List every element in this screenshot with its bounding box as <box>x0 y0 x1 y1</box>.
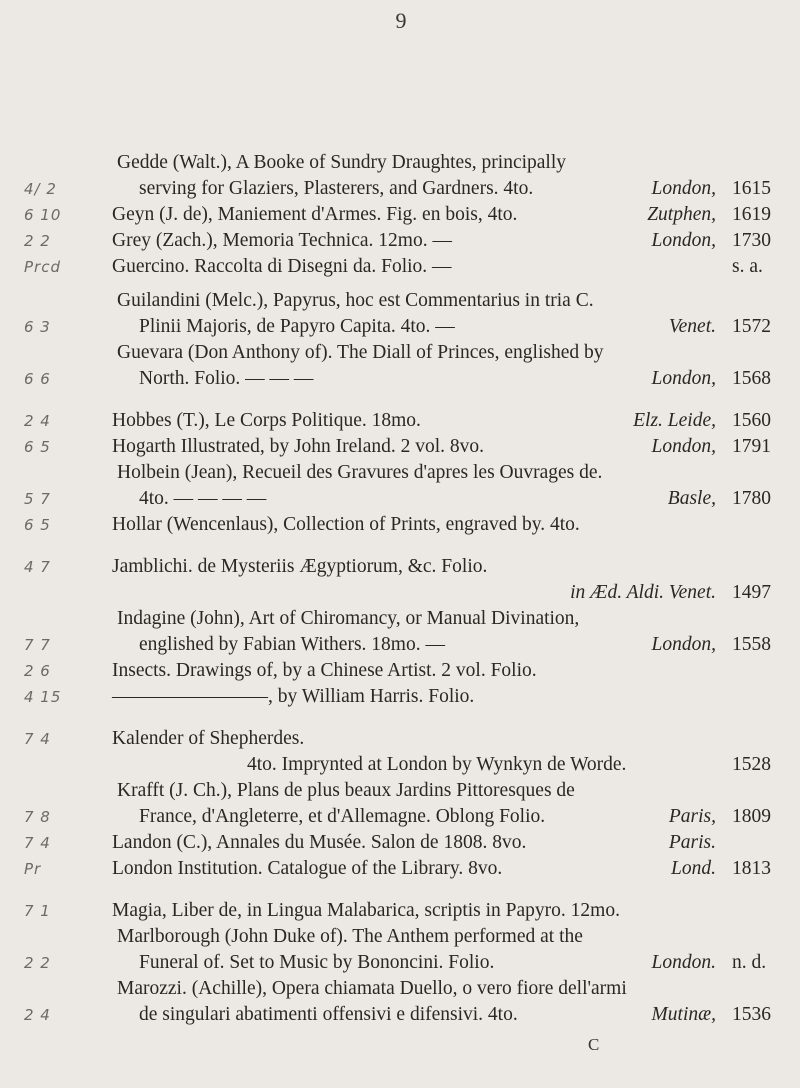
entry-text: Geyn (J. de), Maniement d'Armes. Fig. en bois, 4to. <box>112 204 518 225</box>
margin-price-note: 6 5 <box>24 438 51 456</box>
catalogue-entry <box>0 580 800 606</box>
entry-text: ————————, by William Harris. Folio. <box>112 686 475 707</box>
catalogue-entry <box>0 726 800 752</box>
entry-place: London. <box>651 952 716 973</box>
entry-year: n. d. <box>732 952 767 973</box>
margin-price-note: 6 3 <box>24 318 51 336</box>
entry-place: Zutphen, <box>647 204 716 225</box>
entry-place: London, <box>651 436 716 457</box>
entry-text: Gedde (Walt.), A Booke of Sundry Draughtes, principally <box>117 152 567 173</box>
entry-place: London, <box>651 368 716 389</box>
catalogue-entry <box>0 512 800 538</box>
catalogue-entry <box>0 150 800 176</box>
entry-text: de singulari abatimenti offensivi e difensivi. 4to. <box>139 1004 518 1025</box>
entry-year: 1560 <box>732 410 771 431</box>
catalogue-entry <box>0 658 800 684</box>
entry-place: London, <box>651 178 716 199</box>
catalogue-entry <box>0 632 800 658</box>
entry-place: Basle, <box>667 488 716 509</box>
catalogue-entry <box>0 408 800 434</box>
entry-year: 1813 <box>732 858 771 879</box>
entry-year: 1615 <box>732 178 771 199</box>
entry-text: Funeral of. Set to Music by Bononcini. Folio. <box>139 952 495 973</box>
entry-year: 1568 <box>732 368 771 389</box>
entry-text: 4to. Imprynted at London by Wynkyn de Worde. <box>247 754 627 775</box>
margin-price-note: 2 2 <box>24 954 51 972</box>
entry-text: Hobbes (T.), Le Corps Politique. 18mo. <box>112 410 421 431</box>
catalogue-entry <box>0 460 800 486</box>
margin-price-note: 2 4 <box>24 412 51 430</box>
catalogue-entry <box>0 778 800 804</box>
margin-price-note: 2 6 <box>24 662 51 680</box>
entry-text: Holbein (Jean), Recueil des Gravures d'apres les Ouvrages de. <box>117 462 603 483</box>
catalogue-entry <box>0 684 800 710</box>
entry-place: Elz. Leide, <box>633 410 716 431</box>
catalogue-entry <box>0 254 800 280</box>
margin-price-note: 7 4 <box>24 834 51 852</box>
margin-price-note: Prcd <box>24 258 61 276</box>
catalogue-entry <box>0 606 800 632</box>
entry-year: 1809 <box>732 806 771 827</box>
entry-text: Plinii Majoris, de Papyro Capita. 4to. — <box>139 316 455 337</box>
margin-price-note: 4 7 <box>24 558 51 576</box>
entry-year: 1791 <box>732 436 771 457</box>
entry-place: Mutinæ, <box>651 1004 716 1025</box>
margin-price-note: 7 4 <box>24 730 51 748</box>
catalogue-entry <box>0 898 800 924</box>
margin-price-note: 7 7 <box>24 636 51 654</box>
entry-text: Magia, Liber de, in Lingua Malabarica, scriptis in Papyro. 12mo. <box>112 900 620 921</box>
signature-mark: C <box>588 1035 600 1054</box>
entry-text: Marozzi. (Achille), Opera chiamata Duello, o vero fiore dell'armi <box>117 978 627 999</box>
catalogue-entry <box>0 366 800 392</box>
catalogue-entry <box>0 288 800 314</box>
catalogue-entry <box>0 314 800 340</box>
entry-text: 4to. — — — — <box>139 488 267 509</box>
entry-year: 1528 <box>732 754 771 775</box>
catalogue-entry <box>0 1002 800 1028</box>
catalogue-entry <box>0 804 800 830</box>
catalogue-entry <box>0 830 800 856</box>
entry-place: Paris, <box>668 806 716 827</box>
margin-price-note: Pr <box>24 860 42 878</box>
entry-year: 1730 <box>732 230 771 251</box>
entry-text: englished by Fabian Withers. 18mo. — <box>139 634 445 655</box>
entry-year: 1619 <box>732 204 771 225</box>
entry-text: Kalender of Shepherdes. <box>112 728 305 749</box>
catalogue-entry <box>0 486 800 512</box>
entry-place: in Æd. Aldi. Venet. <box>570 582 716 603</box>
entry-text: North. Folio. — — — <box>139 368 314 389</box>
entry-place: London, <box>651 230 716 251</box>
entry-year: 1780 <box>732 488 771 509</box>
margin-price-note: 6 5 <box>24 516 51 534</box>
entry-text: Hollar (Wencenlaus), Collection of Prints, engraved by. 4to. <box>112 514 580 535</box>
entry-place: Paris. <box>668 832 716 853</box>
catalogue-entry <box>0 554 800 580</box>
entry-text: Landon (C.), Annales du Musée. Salon de 1808. 8vo. <box>112 832 527 853</box>
entry-text: Marlborough (John Duke of). The Anthem performed at the <box>117 926 583 947</box>
margin-price-note: 7 1 <box>24 902 51 920</box>
entry-text: Guercino. Raccolta di Disegni da. Folio. — <box>112 256 452 277</box>
catalogue-entry <box>0 924 800 950</box>
entry-year: 1558 <box>732 634 771 655</box>
margin-price-note: 2 2 <box>24 232 51 250</box>
catalogue-entry <box>0 228 800 254</box>
entry-year: s. a. <box>732 256 763 277</box>
catalogue-entry <box>0 176 800 202</box>
margin-price-note: 5 7 <box>24 490 51 508</box>
catalogue-entry <box>0 752 800 778</box>
margin-price-note: 7 8 <box>24 808 51 826</box>
entry-text: France, d'Angleterre, et d'Allemagne. Oblong Folio. <box>139 806 546 827</box>
page-number: 9 <box>395 8 407 33</box>
entry-text: Jamblichi. de Mysteriis Ægyptiorum, &c. Folio. <box>112 556 488 577</box>
catalogue-entry <box>0 434 800 460</box>
entry-text: Indagine (John), Art of Chiromancy, or Manual Divination, <box>117 608 580 629</box>
catalogue-entry <box>0 340 800 366</box>
entry-text: Grey (Zach.), Memoria Technica. 12mo. — <box>112 230 452 251</box>
entry-year: 1497 <box>732 582 771 603</box>
margin-price-note: 6 10 <box>24 206 62 224</box>
entry-text: London Institution. Catalogue of the Library. 8vo. <box>112 858 503 879</box>
entry-text: Krafft (J. Ch.), Plans de plus beaux Jardins Pittoresques de <box>117 780 575 801</box>
entry-place: London, <box>651 634 716 655</box>
margin-price-note: 4/ 2 <box>24 180 57 198</box>
entry-text: Guevara (Don Anthony of). The Diall of Princes, englished by <box>117 342 604 363</box>
catalogue-entry <box>0 202 800 228</box>
entry-place: Venet. <box>668 316 716 337</box>
entry-text: serving for Glaziers, Plasterers, and Gardners. 4to. <box>139 178 534 199</box>
entry-text: Insects. Drawings of, by a Chinese Artist. 2 vol. Folio. <box>112 660 537 681</box>
catalogue-entry <box>0 856 800 882</box>
margin-price-note: 2 4 <box>24 1006 51 1024</box>
entry-year: 1536 <box>732 1004 771 1025</box>
margin-price-note: 4 15 <box>24 688 62 706</box>
catalogue-entry <box>0 950 800 976</box>
entry-text: Hogarth Illustrated, by John Ireland. 2 vol. 8vo. <box>112 436 485 457</box>
catalogue-entry <box>0 976 800 1002</box>
entry-year: 1572 <box>732 316 771 337</box>
entry-text: Guilandini (Melc.), Papyrus, hoc est Commentarius in tria C. <box>117 290 594 311</box>
margin-price-note: 6 6 <box>24 370 51 388</box>
entry-place: Lond. <box>671 858 716 879</box>
